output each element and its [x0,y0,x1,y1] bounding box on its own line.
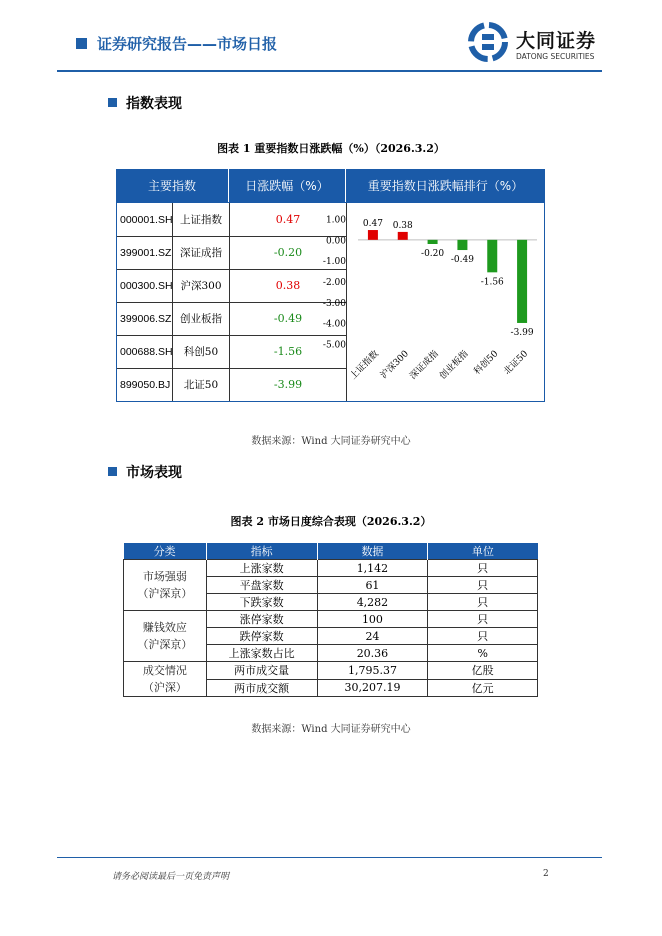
company-logo [468,22,608,66]
index-name: 沪深300 [173,269,230,302]
value-cell: 1,795.37 [317,662,428,680]
index-code: 399001.SZ [117,236,173,269]
unit-cell: 亿元 [428,679,538,697]
index-change: 0.47 [230,203,347,236]
index-name: 科创50 [173,335,230,368]
bar [368,230,378,240]
header-ranking-chart: 重要指数日涨跌幅排行（%） [346,169,545,202]
section-title-index-performance [108,93,182,113]
value-cell: 20.36 [317,645,428,662]
index-name: 创业板指 [173,302,230,335]
table-row [124,560,538,577]
index-change: -0.20 [230,236,347,269]
x-tick-label: 深证成指 [408,349,441,382]
y-tick-label: -1.00 [322,257,346,268]
y-tick-label: -3.00 [322,298,346,309]
col-header-value: 数据 [317,543,428,560]
index-name: 深证成指 [173,236,230,269]
index-change: -3.99 [230,368,347,401]
metric-cell: 下跌家数 [206,594,317,611]
index-change: 0.38 [230,269,347,302]
index-change: -0.49 [230,302,347,335]
logo-chinese-name: 大同证券 [516,30,597,52]
table-row [124,611,538,628]
index-code: 000300.SH [117,269,173,302]
value-cell: 30,207.19 [317,679,428,697]
data-label: -1.56 [480,277,504,288]
unit-cell: % [428,645,538,662]
value-cell: 100 [317,611,428,628]
unit-cell: 只 [428,560,538,577]
header-main-index: 主要指数 [116,169,229,202]
col-header-category: 分类 [124,543,207,560]
index-name: 北证50 [173,368,230,401]
metric-cell: 跌停家数 [206,628,317,645]
index-change: -1.56 [230,335,347,368]
data-label: -3.99 [510,327,534,338]
metric-cell: 平盘家数 [206,577,317,594]
unit-cell: 亿股 [428,662,538,680]
y-tick-label: 1.00 [325,215,346,226]
col-header-unit: 单位 [428,543,538,560]
y-tick-label: -5.00 [322,340,346,351]
figure-1-source: 数据来源：Wind 大同证券研究中心 [251,436,411,447]
footer-disclaimer: 请务必阅读最后一页免责声明 [112,872,230,882]
x-tick-label: 科创50 [472,349,501,377]
unit-cell: 只 [428,594,538,611]
index-name: 上证指数 [173,203,230,236]
value-cell: 61 [317,577,428,594]
section-title-market-performance [108,462,182,482]
bar [487,240,497,272]
x-tick-label: 创业板指 [438,349,471,382]
figure-2-source: 数据来源：Wind 大同证券研究中心 [251,724,411,735]
x-tick-label: 上证指数 [348,349,382,382]
col-header-metric: 指标 [206,543,317,560]
page-header [0,0,662,72]
index-code: 000001.SH [117,203,173,236]
y-tick-label: -2.00 [322,278,346,288]
value-cell: 4,282 [317,594,428,611]
unit-cell: 只 [428,628,538,645]
bar [428,240,438,244]
unit-cell: 只 [428,577,538,594]
metric-cell: 两市成交量 [206,662,317,680]
data-label: -0.20 [421,249,445,259]
index-code: 000688.SH [117,335,173,368]
figure-2-caption: 图表 2 市场日度综合表现（2026.3.2） [230,515,432,528]
section-2-label: 市场表现 [126,465,182,481]
bar [457,240,467,250]
unit-cell: 只 [428,611,538,628]
y-tick-label: 0.00 [325,236,346,247]
index-code: 899050.BJ [117,368,173,401]
metric-cell: 涨停家数 [206,611,317,628]
index-code: 399006.SZ [117,302,173,335]
y-tick-label: -4.00 [322,319,346,330]
category-cell: 成交情况 （沪深） [124,662,207,697]
header-square-icon [76,38,87,49]
data-label: 0.38 [392,220,413,231]
section-1-label: 指数表现 [126,96,182,112]
table-header-row [124,543,538,560]
bar [398,232,408,240]
header-divider [57,70,602,72]
category-cell: 赚钱效应 （沪深京） [124,611,207,662]
index-change-bar-chart [201,202,541,402]
data-label: 0.47 [362,219,383,230]
value-cell: 1,142 [317,560,428,577]
bar [517,240,527,323]
header-daily-change: 日涨跌幅（%） [229,169,346,202]
metric-cell: 两市成交额 [206,679,317,697]
figure-2-market-table [123,543,538,697]
logo-english-name: DATONG SECURITIES [516,52,595,61]
category-cell: 市场强弱 （沪深京） [124,560,207,611]
metric-cell: 上涨家数占比 [206,645,317,662]
header-title: 证券研究报告——市场日报 [97,35,278,53]
page-number: 2 [543,869,549,879]
table-row [124,662,538,680]
logo-mark-icon [468,22,508,62]
x-tick-label: 沪深300 [378,349,411,382]
figure-1-caption: 图表 1 重要指数日涨跌幅（%）（2026.3.2） [217,142,445,155]
x-tick-label: 北证50 [502,349,531,377]
section-square-icon [108,98,117,107]
section-square-icon [108,467,117,476]
metric-cell: 上涨家数 [206,560,317,577]
data-label: -0.49 [450,255,474,266]
footer-divider [57,857,602,858]
value-cell: 24 [317,628,428,645]
